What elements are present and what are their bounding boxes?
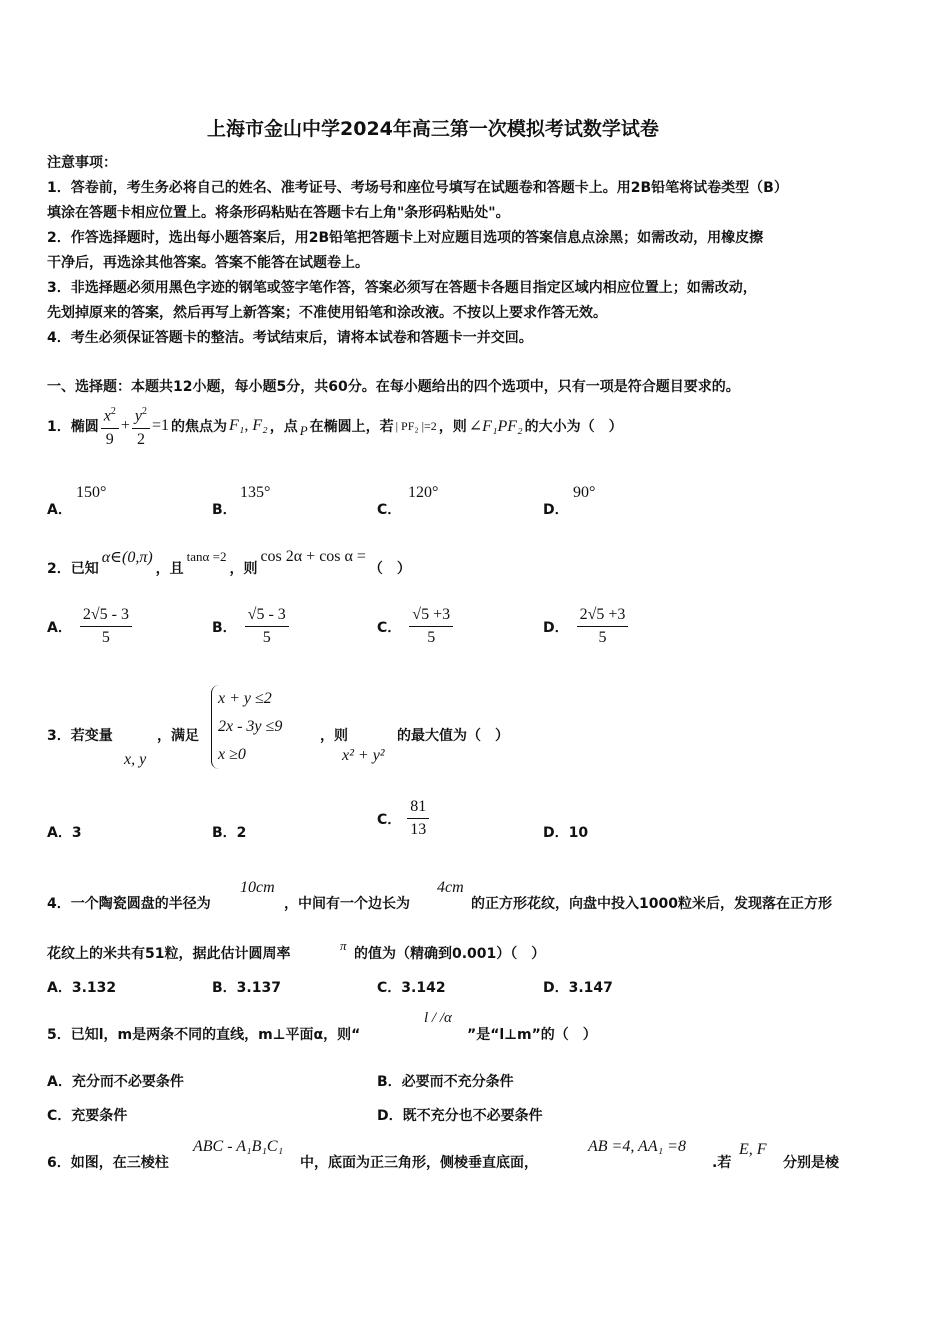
option: B．2 xyxy=(212,825,247,841)
constraint-system: x + y ≤2 2x - 3y ≤9 x ≥0 xyxy=(211,685,282,769)
option-value: 120° xyxy=(408,484,439,501)
question-5-text: 5．已知l，m是两条不同的直线，m⊥平面α，则“ xyxy=(47,1027,361,1043)
points: E, F xyxy=(739,1141,767,1158)
pi-symbol: π xyxy=(340,938,347,953)
notice-heading: 注意事项： xyxy=(47,155,117,171)
question-3-start: 3．若变量 xyxy=(47,728,113,744)
option: D．3.147 xyxy=(543,980,613,996)
option-label: D． xyxy=(543,502,569,518)
question-4-text: 花纹上的米共有51粒，据此估计圆周率 xyxy=(47,946,291,962)
notice-line: 2．作答选择题时，选出每小题答案后，用2B铅笔把答题卡上对应题目选项的答案信息点涂黑；如需改动，用橡皮擦 xyxy=(47,230,764,246)
notice-line: 干净后，再选涂其他答案。答案不能答在试题卷上。 xyxy=(47,255,369,271)
option-value: 90° xyxy=(573,484,596,501)
side-length: 4cm xyxy=(437,879,464,896)
notice-line: 3．非选择题必须用黑色字迹的钢笔或签字笔作答，答案必须写在答题卡各题目指定区域内相应位置上；如需改动， xyxy=(47,280,757,296)
question-4-text: ，中间有一个边长为 xyxy=(284,896,410,912)
question-2: 2．已知 α∈(0,π) ，且 tanα =2 ，则 cos 2α + cos α = （ ） xyxy=(47,548,411,577)
notice-line: 填涂在答题卡相应位置上。将条形码粘贴在答题卡右上角"条形码粘贴处"。 xyxy=(47,205,510,221)
option: C． $\frac{81}{13}$ xyxy=(377,796,429,841)
fraction: $\frac{x^2}{9}$ xyxy=(101,401,119,450)
question-1: 1．椭圆 $\frac{x^2}{9}$ + $\frac{y^2}{2}$ =1 的焦点为 F₁, F₂ ，点 P 在椭圆上，若 | PF₂ |=2 ，则 ∠F₁PF₂ 的大小为（ ） xyxy=(47,400,623,452)
question-6-text: .若 xyxy=(712,1155,732,1171)
option-value: 135° xyxy=(240,484,271,501)
option: D．既不充分也不必要条件 xyxy=(377,1108,543,1124)
question-5-text: ”是“l⊥m”的（ ） xyxy=(467,1027,597,1043)
option: C．3.142 xyxy=(377,980,446,996)
option: D．10 xyxy=(543,825,589,841)
option: C．充要条件 xyxy=(47,1108,128,1124)
relation: l / /α xyxy=(424,1010,452,1026)
notice-line: 1．答卷前，考生务必将自己的姓名、准考证号、考场号和座位号填写在试题卷和答题卡上。用2B铅笔将试卷类型（B） xyxy=(47,180,788,196)
option: C． $\frac{√5 +3}{5}$ xyxy=(377,604,453,649)
option-value: 150° xyxy=(76,484,107,501)
option: A． $\frac{2√5 - 3}{5}$ xyxy=(47,604,132,649)
option: A．充分而不必要条件 xyxy=(47,1074,184,1090)
notice-line: 4．考生必须保证答题卡的整洁。考试结束后，请将本试卷和答题卡一并交回。 xyxy=(47,330,533,346)
page-title: 上海市金山中学2024年高三第一次模拟考试数学试卷 xyxy=(207,118,659,140)
option-label: C． xyxy=(377,502,402,518)
option: A．3 xyxy=(47,825,82,841)
question-4-text: 4．一个陶瓷圆盘的半径为 xyxy=(47,896,211,912)
question-3-text: 的最大值为（ ） xyxy=(397,728,509,744)
prism: ABC - A₁B₁C₁ xyxy=(193,1138,284,1155)
option: B．必要而不充分条件 xyxy=(377,1074,514,1090)
option-label: A． xyxy=(47,502,72,518)
fraction: $\frac{y^2}{2}$ xyxy=(132,401,150,450)
question-4-text: 的值为（精确到0.001）（ ） xyxy=(354,946,546,962)
option-label: B． xyxy=(212,502,237,518)
question-3-text: ，则 xyxy=(320,728,348,744)
objective: x² + y² xyxy=(342,747,385,764)
option: A．3.132 xyxy=(47,980,117,996)
option: B．3.137 xyxy=(212,980,281,996)
question-6-text: 分别是棱 xyxy=(783,1155,839,1171)
option: B． $\frac{√5 - 3}{5}$ xyxy=(212,604,289,649)
variables: x, y xyxy=(124,751,147,768)
option: D． $\frac{2√5 +3}{5}$ xyxy=(543,604,628,649)
question-6-text: 中，底面为正三角形，侧棱垂直底面， xyxy=(300,1155,538,1171)
question-4-text: 的正方形花纹，向盘中投入1000粒米后，发现落在正方形 xyxy=(471,896,832,912)
section-heading: 一、选择题：本题共12小题，每小题5分，共60分。在每小题给出的四个选项中，只有一项是符合题目要求的。 xyxy=(47,379,740,395)
question-3-text: ，满足 xyxy=(157,728,199,744)
notice-line: 先划掉原来的答案，然后再写上新答案；不准使用铅笔和涂改液。不按以上要求作答无效。 xyxy=(47,305,607,321)
condition: AB =4, AA₁ =8 xyxy=(588,1138,686,1155)
radius: 10cm xyxy=(240,879,275,896)
question-6-text: 6．如图，在三棱柱 xyxy=(47,1155,169,1171)
